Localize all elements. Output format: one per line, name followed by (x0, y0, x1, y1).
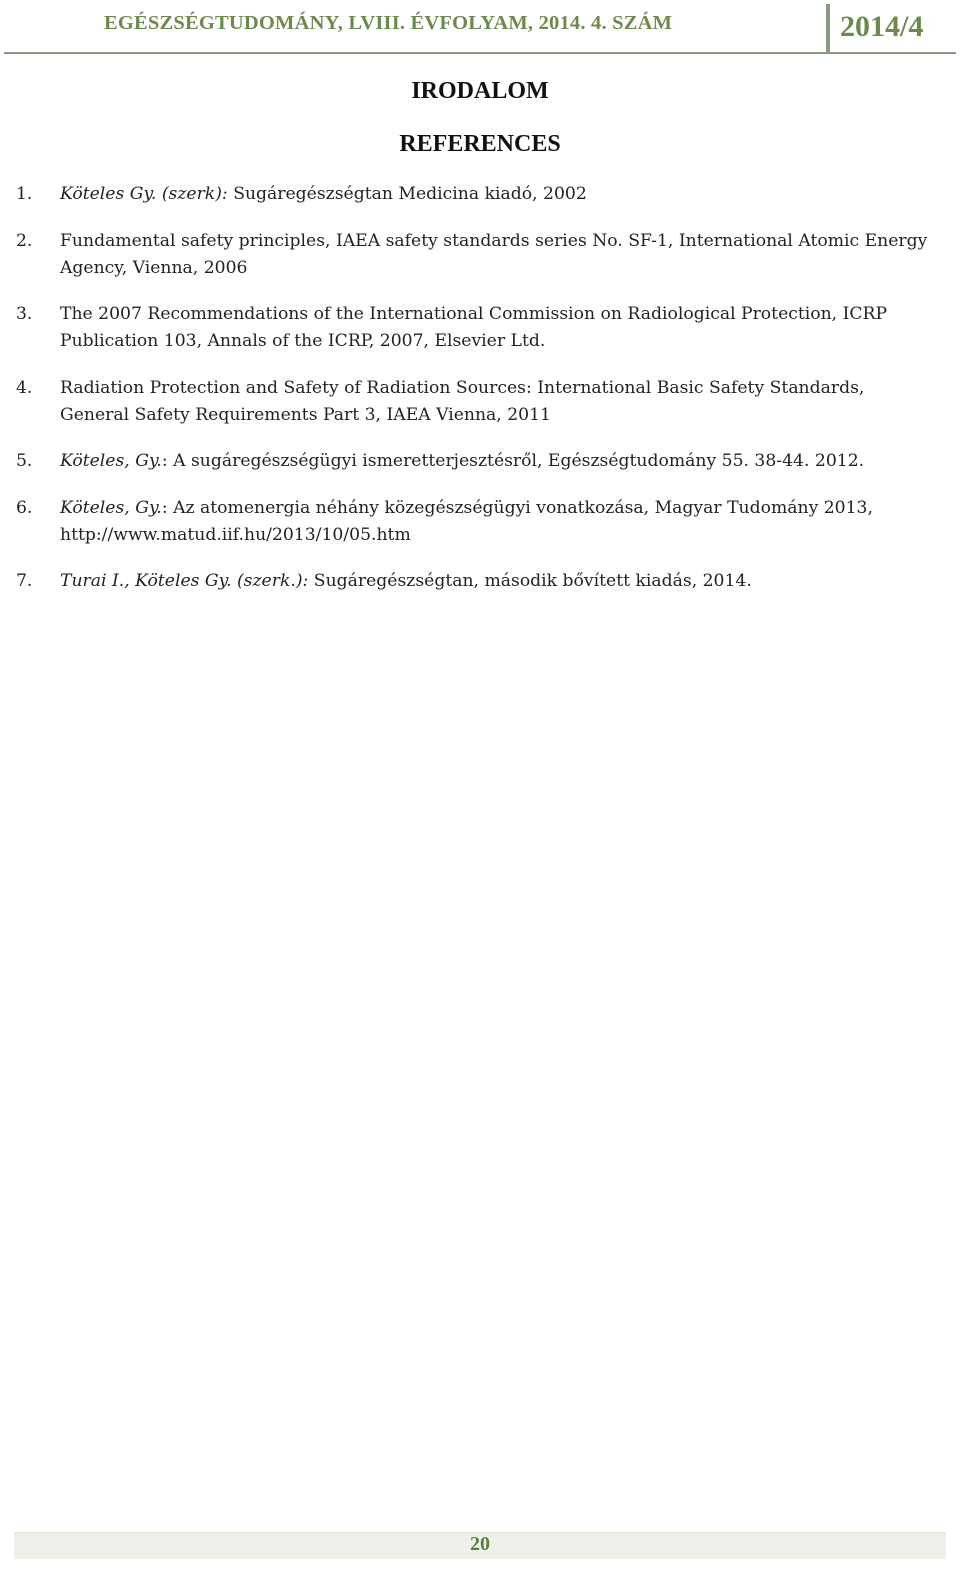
reference-text (60, 568, 936, 595)
reference-number: 2. (16, 230, 33, 251)
reference-number: 3. (16, 304, 33, 324)
reference-authors: Turai I., Köteles Gy. (szerk.): (60, 571, 309, 591)
reference-item-7 (16, 568, 936, 595)
reference-item-5 (16, 448, 936, 475)
reference-authors: Köteles, Gy. (60, 451, 162, 471)
reference-item-1 (16, 181, 936, 208)
reference-number: 7. (16, 571, 33, 591)
reference-body: Sugáregészségtan Medicina kiadó, 2002 (227, 184, 587, 204)
reference-body: : A sugáregészségügyi ismeretterjesztésről, Egészségtudomány 55. 38-44. 2012. (161, 451, 865, 471)
section-title-references: REFERENCES (399, 131, 561, 157)
reference-body: Sugáregészségtan, második bővített kiadás, 2014. (308, 571, 752, 591)
reference-text (60, 301, 936, 355)
reference-body: The 2007 Recommendations of the International Commission on Radiological Protection, ICRP Publication 103, Annals of the ICRP, 2007, Elsevier Ltd. (60, 304, 888, 351)
reference-list (16, 181, 936, 615)
reference-number: 4. (16, 377, 33, 398)
reference-number: 5. (16, 451, 33, 471)
page-number: 20 (470, 1533, 490, 1555)
reference-body: : Az atomenergia néhány közegészségügyi vonatkozása, Magyar Tudomány 2013, http://www.matud.iif.hu/2013/10/05.htm (60, 497, 873, 545)
section-title-irodalom: IRODALOM (411, 78, 549, 104)
header-divider (826, 4, 830, 52)
reference-body: Radiation Protection and Safety of Radiation Sources: International Basic Safety Standards, General Safety Requirements Part 3, IAEA Vienna, 2011 (60, 377, 865, 425)
reference-number: 1. (16, 184, 33, 204)
reference-number: 6. (16, 497, 33, 518)
reference-item-3 (16, 301, 936, 355)
journal-title: EGÉSZSÉGTUDOMÁNY, LVIII. ÉVFOLYAM, 2014. 4. SZÁM (104, 12, 673, 34)
reference-item-4 (16, 375, 936, 429)
reference-text (60, 495, 936, 549)
reference-text (60, 228, 936, 282)
reference-text (60, 448, 936, 475)
reference-body: Fundamental safety principles, IAEA safety standards series No. SF-1, International Atomic Energy Agency, Vienna, 2006 (60, 230, 928, 278)
reference-authors: Köteles, Gy. (60, 497, 162, 518)
reference-item-6 (16, 495, 936, 549)
reference-text (60, 375, 936, 429)
page-header (4, 4, 956, 54)
reference-authors: Köteles Gy. (szerk): (60, 184, 228, 204)
reference-item-2 (16, 228, 936, 282)
reference-text (60, 181, 936, 208)
issue-label: 2014/4 (840, 10, 924, 43)
